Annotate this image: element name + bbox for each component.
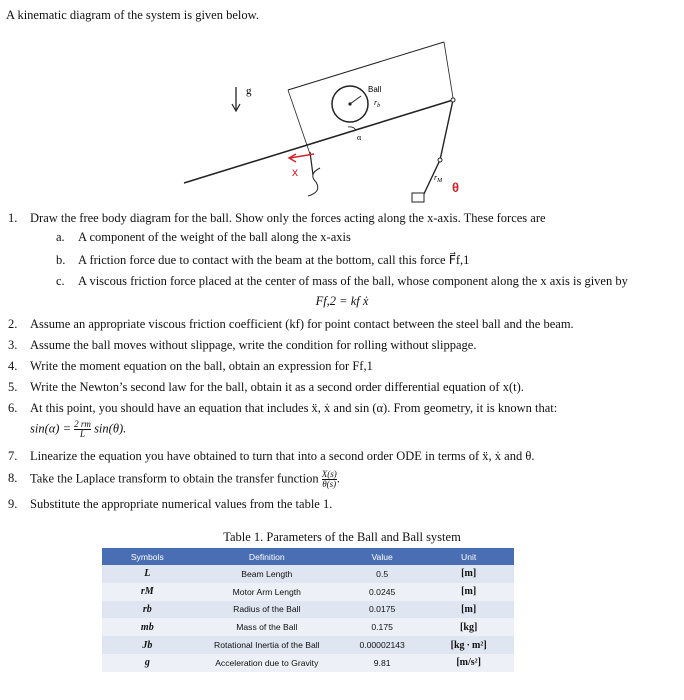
question-2: 2. Assume an appropriate viscous friction coefficient (kf) for point contact between the steel ball and the beam.: [8, 317, 574, 331]
ball-label: Ball: [368, 85, 382, 94]
sin-alpha-formula: sin(α) = $\frac{2 rm}{L}$ sin(θ).: [30, 419, 127, 439]
theta-label: θ: [452, 180, 460, 195]
g-label: g: [246, 85, 252, 97]
parameters-table: [102, 548, 514, 672]
question-1b: b. A friction force due to contact with the beam at the bottom, call this force F⃗f,1: [56, 253, 470, 267]
question-1a: a. A component of the weight of the ball along the x-axis: [56, 230, 351, 244]
beam: [184, 100, 453, 183]
header-unit: Unit: [423, 548, 514, 565]
question-5: 5. Write the Newton’s second law for the ball, obtain it as a second order differential equation of x(t).: [8, 380, 524, 394]
squiggle: [308, 168, 320, 196]
x-label: x: [292, 165, 298, 179]
rb-label: $r_b$: [374, 98, 381, 109]
viscous-formula: Ff,2 = kf ẋ: [315, 294, 369, 308]
question-8: 8. Take the Laplace transform to obtain the transfer function $\frac{X(s)}{\theta(s)}$ .: [8, 469, 340, 489]
header-definition: Definition: [193, 548, 341, 565]
alpha-label: α: [357, 133, 362, 142]
question-3: 3. Assume the ball moves without slippage, write the condition for rolling without slippage.: [8, 338, 477, 352]
table-row: L Beam Length 0.5 [m]: [102, 565, 514, 583]
question-6: 6. At this point, you should have an equation that includes ẍ, ẋ and sin (α). From geometry, it is known that:: [8, 401, 558, 415]
question-7: 7. Linearize the equation you have obtained to turn that into a second order ODE in terms of ẍ, ẋ and θ.: [8, 449, 535, 463]
table-caption: Table 1. Parameters of the Ball and Ball system: [223, 530, 461, 544]
table-row: mb Mass of the Ball 0.175 [kg]: [102, 618, 514, 636]
header-value: Value: [341, 548, 423, 565]
question-1: 1. Draw the free body diagram for the ball. Show only the forces acting along the x-axis. These forces are: [8, 211, 546, 225]
motor-box: [412, 193, 424, 202]
intro-text: A kinematic diagram of the system is given below.: [6, 8, 259, 22]
pivot-post: [310, 152, 313, 175]
question-9: 9. Substitute the appropriate numerical values from the table 1.: [8, 497, 333, 511]
header-symbols: Symbols: [102, 548, 193, 565]
motor-link: [440, 100, 453, 160]
rm-label: $r_M$: [434, 173, 443, 184]
table-row: rb Radius of the Ball 0.0175 [m]: [102, 601, 514, 619]
dimension-L: [288, 42, 444, 90]
table-row: g Acceleration due to Gravity 9.81 [m/s²]: [102, 654, 514, 672]
question-4: 4. Write the moment equation on the ball, obtain an expression for Ff,1: [8, 359, 373, 373]
table-row: rM Motor Arm Length 0.0245 [m]: [102, 583, 514, 601]
question-1c: c. A viscous friction force placed at the center of mass of the ball, whose component along the x axis is given by: [56, 274, 628, 288]
table-row: Jb Rotational Inertia of the Ball 0.00002143 [kg ∙ m²]: [102, 636, 514, 654]
ball-radius: [350, 96, 361, 104]
kinematic-diagram: [170, 30, 510, 210]
